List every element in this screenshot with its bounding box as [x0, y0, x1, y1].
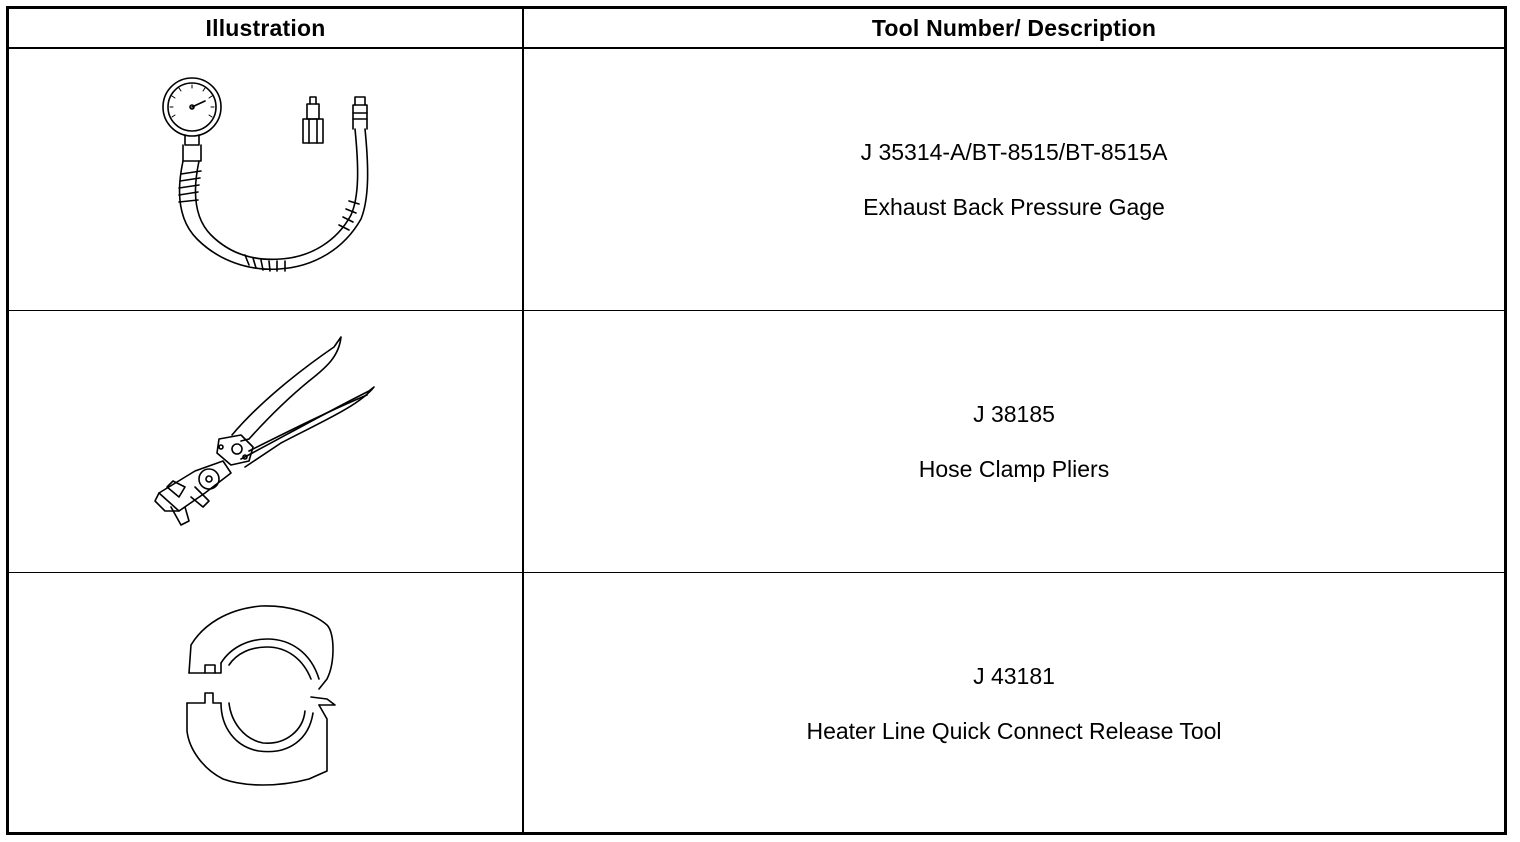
table-header: [9, 9, 1504, 49]
description-cell: [524, 49, 1504, 311]
illustration-cell: [9, 49, 522, 311]
header-illustration: Illustration: [205, 14, 326, 41]
table-row: [9, 49, 1504, 311]
illustration-cell: [9, 311, 522, 573]
header-description: Tool Number/ Description: [871, 14, 1157, 41]
tool-description: Exhaust Back Pressure Gage: [863, 194, 1165, 220]
tool-number: J 35314-A/BT-8515/BT-8515A: [860, 139, 1168, 165]
tool-description: Heater Line Quick Connect Release Tool: [806, 718, 1222, 744]
quick-connect-release-tool-icon: [9, 573, 522, 835]
table-row: [9, 311, 1504, 573]
tool-number: J 43181: [973, 663, 1055, 689]
description-cell: [524, 573, 1504, 835]
tool-number: J 38185: [973, 401, 1055, 427]
hose-clamp-pliers-icon: [9, 311, 522, 573]
description-cell: [524, 311, 1504, 573]
tool-description: Hose Clamp Pliers: [918, 456, 1110, 482]
table-row: [9, 573, 1504, 835]
pressure-gage-icon: [9, 49, 522, 311]
illustration-cell: [9, 573, 522, 835]
tool-table: [6, 6, 1507, 835]
